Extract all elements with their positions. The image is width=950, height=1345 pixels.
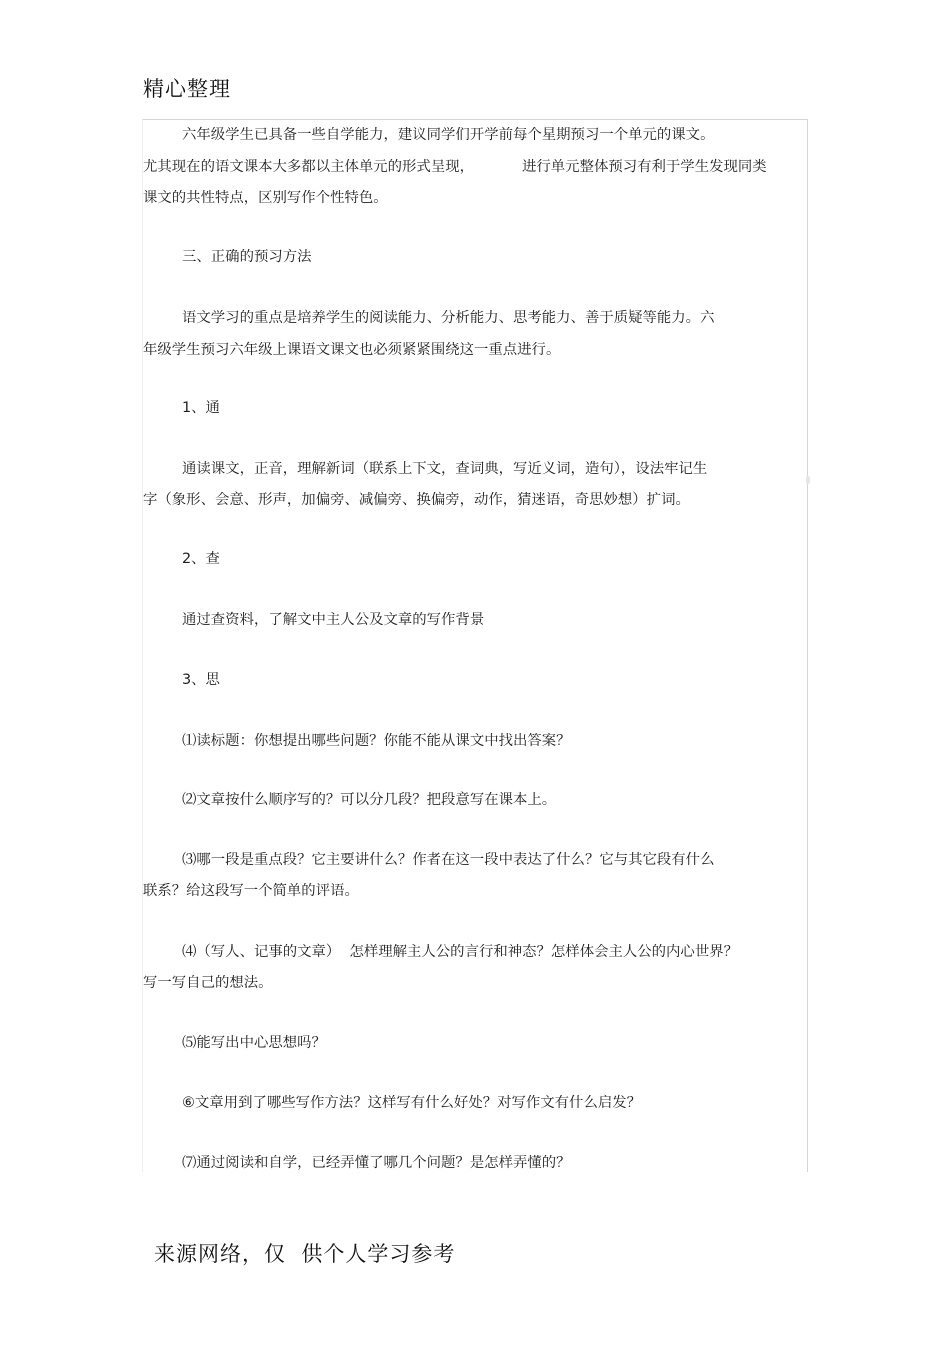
subheading-1: 1、通 (182, 400, 220, 416)
paragraph-2-line-1: 语文学习的重点是培养学生的阅读能力、分析能力、思考能力、善于质疑等能力。六 (182, 310, 715, 326)
page-header-title: 精心整理 (143, 77, 231, 101)
question-3-line-2: 联系？给这段写一个简单的评语。 (143, 883, 359, 899)
paragraph-1-line-3: 课文的共性特点，区别写作个性特色。 (143, 190, 388, 206)
paragraph-4: 通过查资料，了解文中主人公及文章的写作背景 (182, 612, 485, 628)
content-frame (142, 119, 808, 1172)
question-4-line-2: 写一写自己的想法。 (143, 975, 273, 991)
section-heading-3: 三、正确的预习方法 (182, 249, 312, 265)
subheading-2: 2、查 (182, 551, 220, 567)
paragraph-1-line-2a: 尤其现在的语文课本大多都以主体单元的形式呈现， (143, 159, 474, 175)
question-4-line-1: ⑷（写人、记事的文章） 怎样理解主人公的言行和神态？怎样体会主人公的内心世界？ (182, 944, 738, 960)
question-6: ⑥文章用到了哪些写作方法？这样写有什么好处？对写作文有什么启发？ (182, 1095, 642, 1111)
question-2: ⑵文章按什么顺序写的？可以分几段？把段意写在课本上。 (182, 792, 557, 808)
question-5: ⑸能写出中心思想吗？ (182, 1035, 326, 1051)
scroll-marker (806, 476, 810, 484)
question-1: ⑴读标题：你想提出哪些问题？你能不能从课文中找出答案？ (182, 733, 571, 749)
footer-source-note: 来源网络，仅 供个人学习参考 (154, 1242, 456, 1266)
subheading-3: 3、思 (182, 672, 220, 688)
question-7: ⑺通过阅读和自学，已经弄懂了哪几个问题？是怎样弄懂的？ (182, 1155, 571, 1171)
question-3-line-1: ⑶哪一段是重点段？它主要讲什么？作者在这一段中表达了什么？它与其它段有什么 (182, 852, 715, 868)
paragraph-3-line-1: 通读课文，正音，理解新词（联系上下文，查词典，写近义词，造句），设法牢记生 (182, 461, 708, 477)
paragraph-3-line-2: 字（象形、会意、形声，加偏旁、减偏旁、换偏旁，动作，猜迷语，奇思妙想）扩词。 (143, 492, 690, 508)
paragraph-2-line-2: 年级学生预习六年级上课语文课文也必须紧紧围绕这一重点进行。 (143, 342, 561, 358)
paragraph-1-line-1: 六年级学生已具备一些自学能力，建议同学们开学前每个星期预习一个单元的课文。 (182, 127, 715, 143)
paragraph-1-line-2b: 进行单元整体预习有利于学生发现同类 (522, 159, 767, 175)
